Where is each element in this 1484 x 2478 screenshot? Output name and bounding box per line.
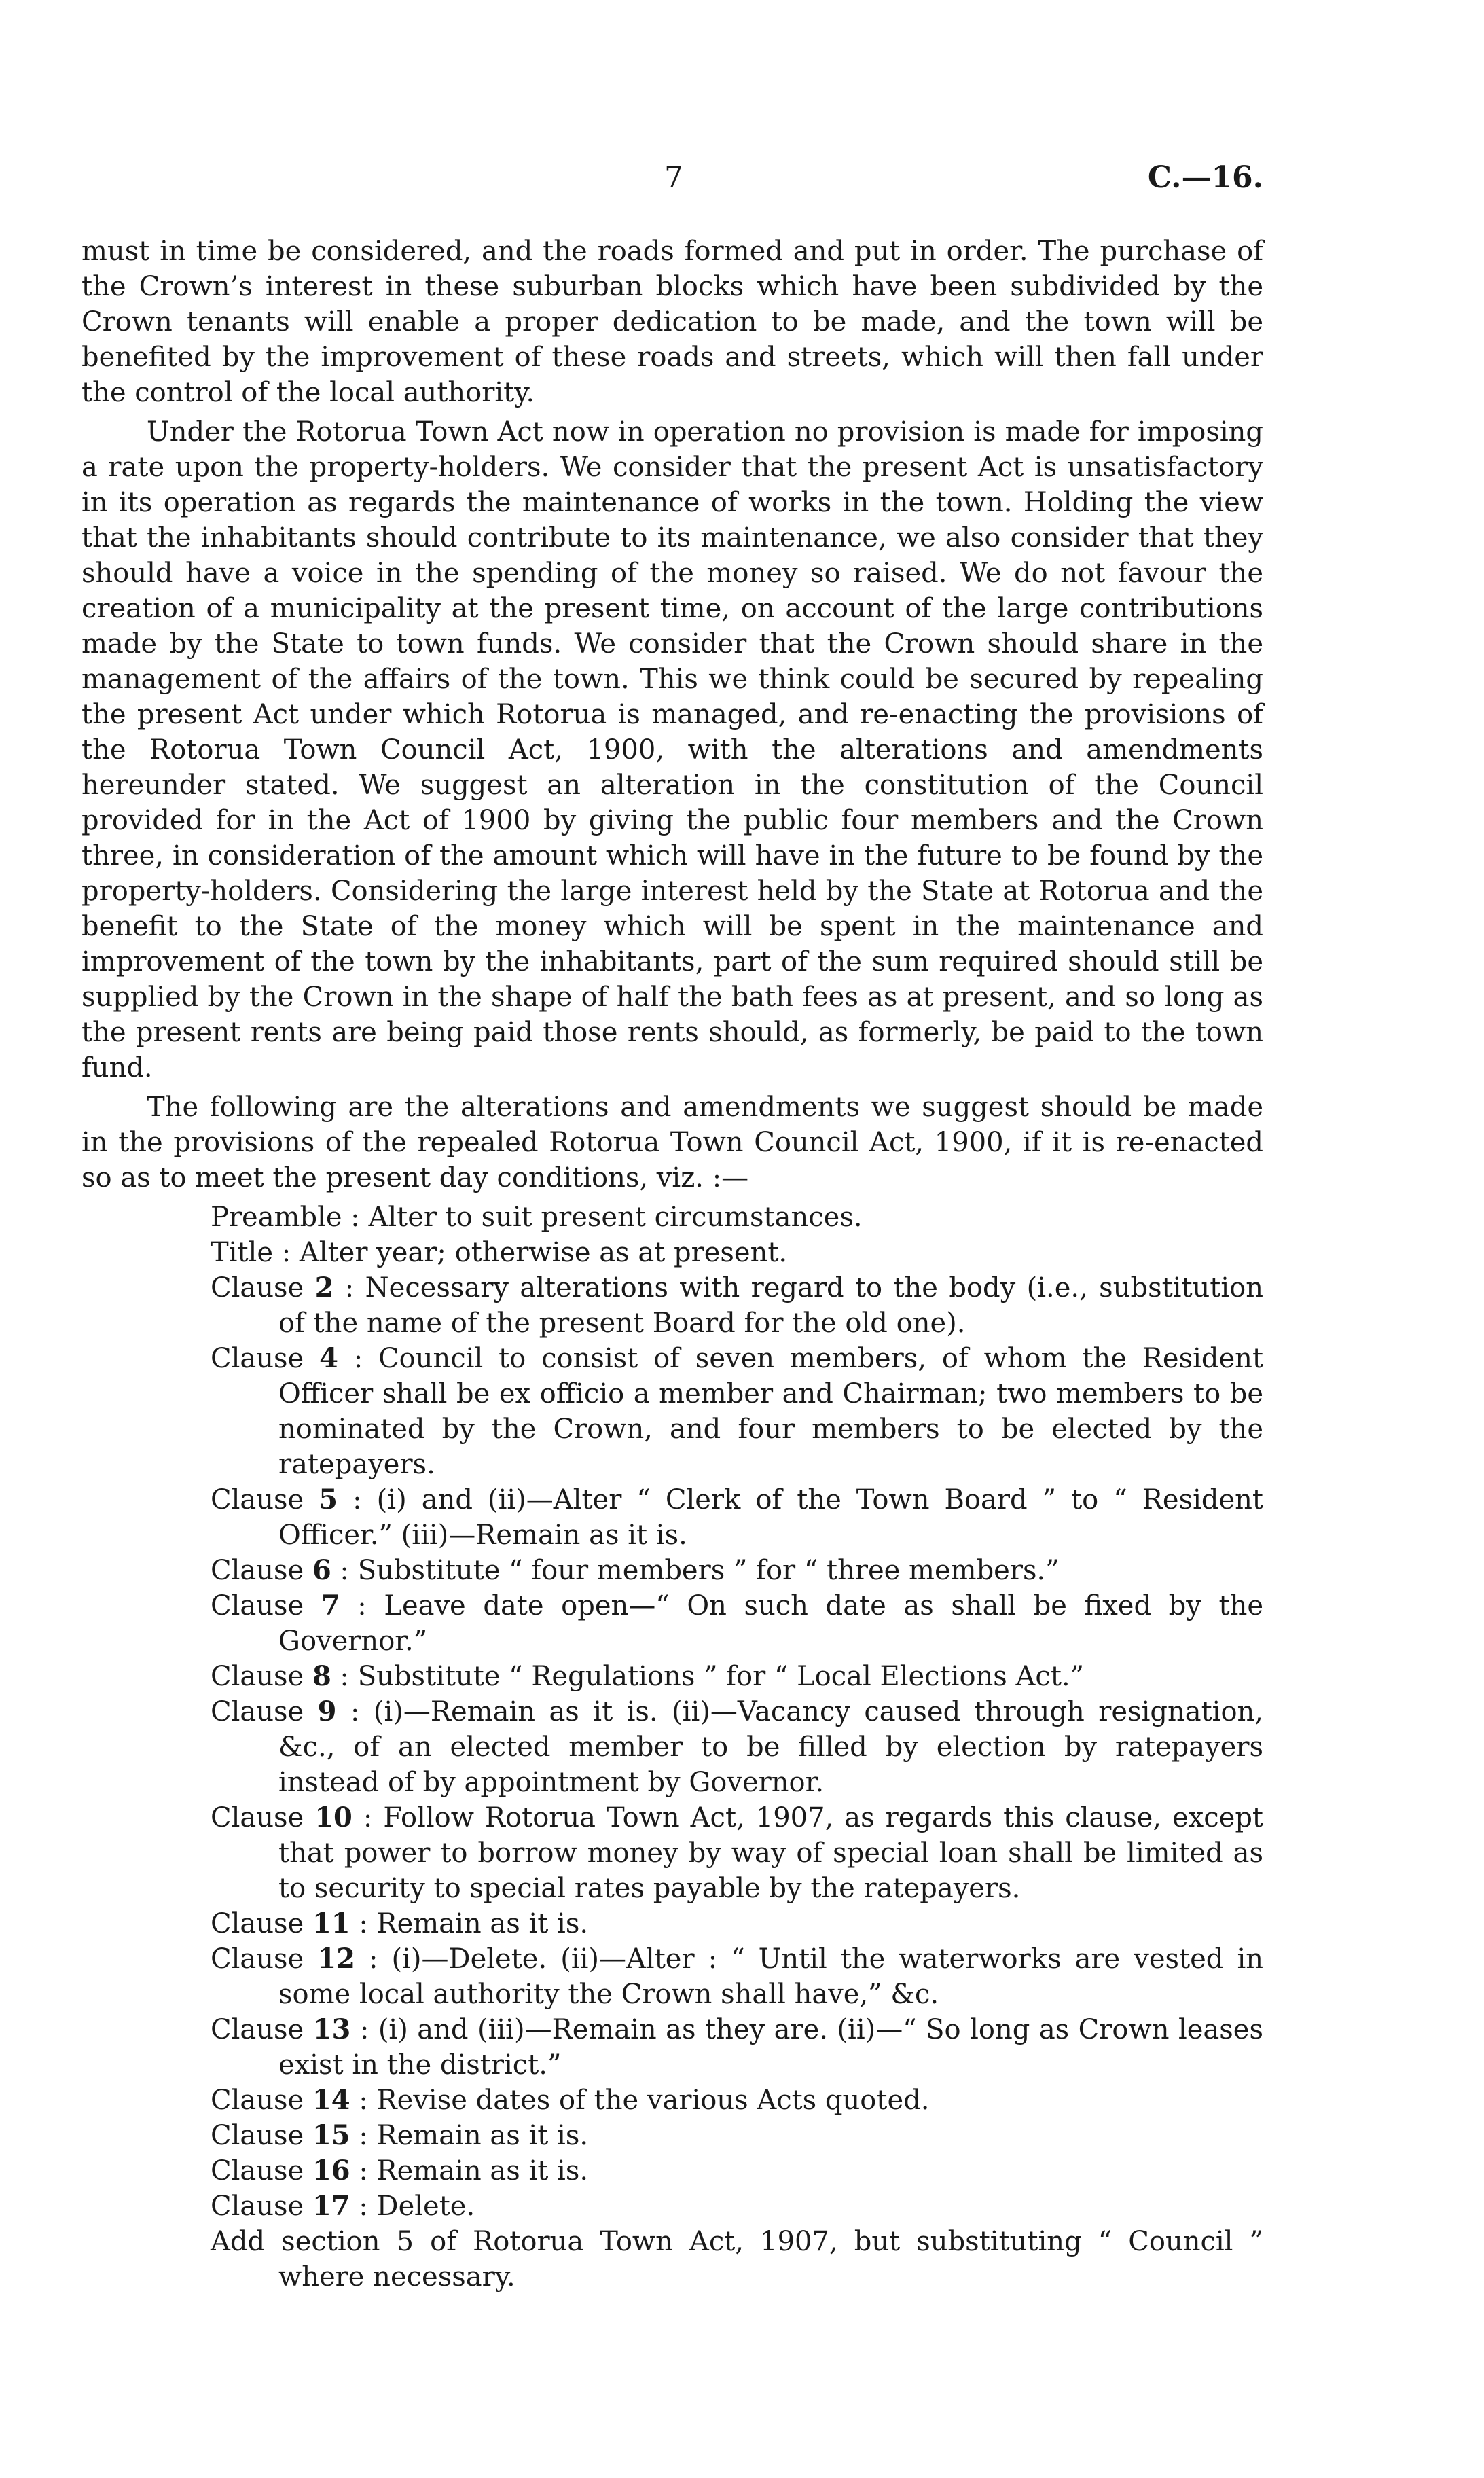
clause-item: Clause 16 : Remain as it is.	[211, 2155, 589, 2187]
clause-item: Title : Alter year; otherwise as at present.	[211, 1237, 788, 1268]
clause-item: Clause 15 : Remain as it is.	[211, 2119, 589, 2151]
clause-item: Clause 5 : (i) and (ii)—Alter “ Clerk of the Town Board ” to “ Resident Officer.” (iii)—Remain as it is.	[211, 1484, 1263, 1551]
document-body	[82, 234, 1263, 2295]
clause-item: Clause 17 : Delete.	[211, 2190, 475, 2222]
paragraph: must in time be considered, and the roads formed and put in order. The purchase of the Crown’s interest in these suburban blocks which have been subdivided by the Crown tenants will enable a proper dedication to be made, and the town will be benefited by the improvement of these roads and streets, which will then fall under the control of the local authority.	[82, 236, 1263, 408]
clause-item: Clause 10 : Follow Rotorua Town Act, 1907, as regards this clause, except that power to borrow money by way of special loan shall be limited as to security to special rates payable by the ratepayers.	[211, 1801, 1263, 1904]
clause-list	[211, 1200, 1263, 2295]
clause-item: Clause 6 : Substitute “ four members ” for “ three members.”	[211, 1554, 1060, 1586]
clause-item: Clause 8 : Substitute “ Regulations ” for “ Local Elections Act.”	[211, 1660, 1085, 1692]
page-number: 7	[664, 160, 683, 195]
clause-item: Clause 13 : (i) and (iii)—Remain as they are. (ii)—“ So long as Crown leases exist in the district.”	[211, 2013, 1264, 2081]
clause-item: Clause 14 : Revise dates of the various Acts quoted.	[211, 2084, 930, 2116]
clause-item: Clause 12 : (i)—Delete. (ii)—Alter : “ Until the waterworks are vested in some local authority the Crown shall have,” &c.	[211, 1943, 1263, 2010]
page-header	[82, 160, 1263, 201]
clause-item: Preamble : Alter to suit present circumstances.	[211, 1202, 863, 1233]
clause-item: Clause 7 : Leave date open—“ On such date as shall be fixed by the Governor.”	[211, 1590, 1264, 1657]
paragraph: Under the Rotorua Town Act now in operation no provision is made for imposing a rate upon the property-holders. We consider that the present Act is unsatisfactory in its operation as regards the maintenance of works in the town. Holding the view that the inhabitants should contribute to its maintenance, we also consider that they should have a voice in the spending of the money so raised. We do not favour the creation of a municipality at the present time, on account of the large contributions made by the State to town funds. We consider that the Crown should share in the management of the affairs of the town. This we think could be secured by repealing the present Act under which Rotorua is managed, and re-enacting the provisions of the Rotorua Town Council Act, 1900, with the alterations and amendments hereunder stated. We suggest an alteration in the constitution of the Council provided for in the Act of 1900 by giving the public four members and the Crown three, in consideration of the amount which will have in the future to be found by the property-holders. Considering the large interest held by the State at Rotorua and the benefit to the State of the money which will be spent in the maintenance and improvement of the town by the inhabitants, part of the sum required should still be supplied by the Crown in the shape of half the bath fees as at present, and so long as the present rents are being paid those rents should, as formerly, be paid to the town fund.	[82, 416, 1263, 1083]
paragraph: The following are the alterations and amendments we suggest should be made in the provisions of the repealed Rotorua Town Council Act, 1900, if it is re-enacted so as to meet the present day conditions, viz. :—	[82, 1092, 1263, 1193]
clause-item: Clause 11 : Remain as it is.	[211, 1907, 589, 1939]
document-reference: C.—16.	[1147, 160, 1263, 195]
clause-item: Clause 9 : (i)—Remain as it is. (ii)—Vacancy caused through resignation, &c., of an elected member to be filled by election by ratepayers instead of by appointment by Governor.	[211, 1695, 1264, 1798]
final-item: Add section 5 of Rotorua Town Act, 1907, but substituting “ Council ” where necessary.	[211, 2226, 1263, 2293]
clause-item: Clause 2 : Necessary alterations with regard to the body (i.e., substitution of the name of the present Board for the old one).	[211, 1272, 1264, 1339]
clause-item: Clause 4 : Council to consist of seven members, of whom the Resident Officer shall be ex officio a member and Chairman; two members to be nominated by the Crown, and four members to be elected by the ratepayers.	[211, 1342, 1264, 1480]
